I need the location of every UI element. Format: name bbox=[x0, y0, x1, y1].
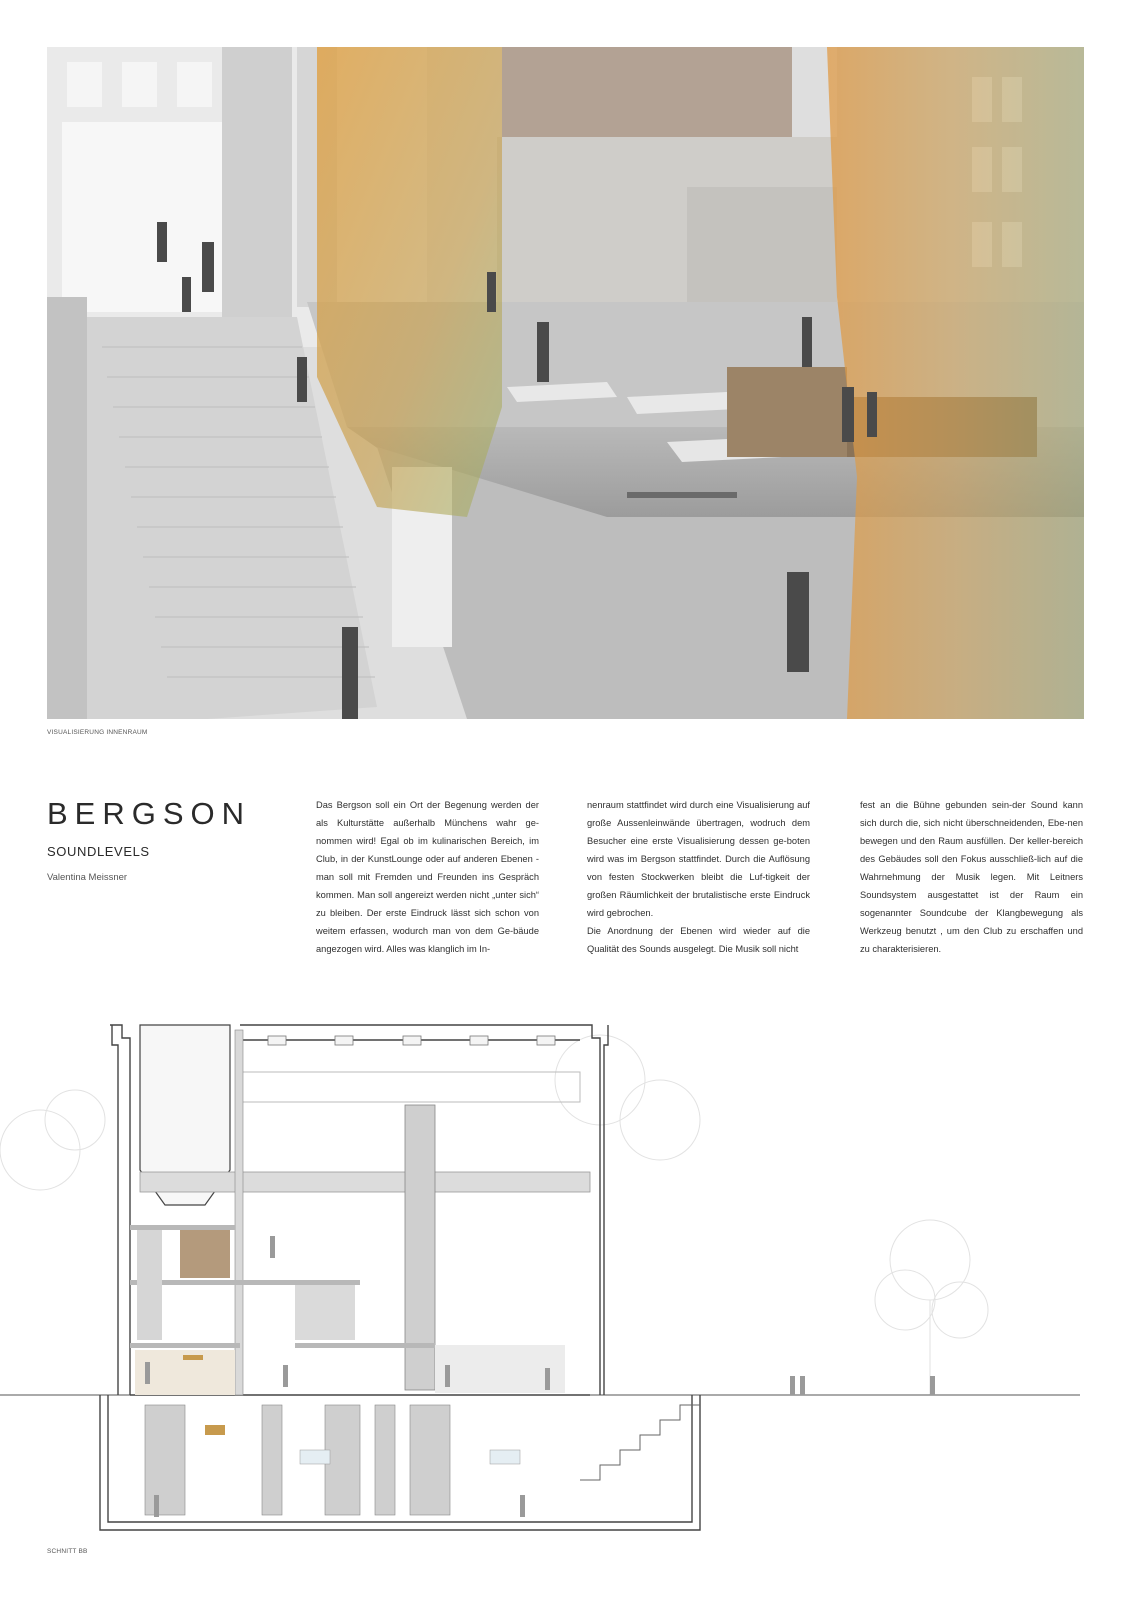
text-column-1 bbox=[316, 796, 539, 958]
paragraph: fest an die Bühne gebunden sein-der Sound kann sich durch die, sich nicht überschneidenden, Ebe-nen bewegen und den Raum ausfüllen. Der keller-bereich des Gebäudes soll den Fokus ausschließ-lich auf die Wahrnehmung der Musik legen. Mit Leitners Soundsystem ausgestattet ist der Raum ein sogenannter Soundcube der Klangbewegung als Werkzeug benutzt , um den Club zu erschaffen und zu charakterisieren. bbox=[860, 800, 1083, 954]
project-subtitle: SOUNDLEVELS bbox=[47, 844, 150, 859]
paragraph: Das Bergson soll ein Ort der Begenung werden der als Kulturstätte außerhalb Münchens wahr ge-nommen wird! Egal ob im kulinarischen Bereich, im Club, in der KunstLounge oder auf anderen Ebenen - man soll mit Fremden und Freunden ins Gespräch kommen. Man soll angereizt werden nicht „unter sich“ zu bleiben. Der erste Eindruck lässt sich schon von weitem erfassen, wodurch man von dem Ge-bäude angezogen wird. Alles was klanglich im In- bbox=[316, 800, 539, 954]
render-caption: VISUALISIERUNG INNENRAUM bbox=[47, 729, 148, 736]
text-column-3 bbox=[860, 796, 1083, 958]
section-caption: SCHNITT BB bbox=[47, 1548, 88, 1555]
interior-visualization-image bbox=[47, 47, 1084, 719]
paragraph: Die Anordnung der Ebenen wird wieder auf die Qualität des Sounds ausgelegt. Die Musik soll nicht bbox=[587, 926, 810, 954]
author-name: Valentina Meissner bbox=[47, 872, 128, 883]
section-drawing bbox=[0, 1010, 1130, 1540]
section-bb-illustration bbox=[0, 1010, 1130, 1540]
project-title: BERGSON bbox=[47, 796, 252, 831]
interior-render-illustration bbox=[47, 47, 1084, 719]
text-column-2 bbox=[587, 796, 810, 958]
paragraph: nenraum stattfindet wird durch eine Visualisierung auf große Aussenleinwände übertragen, wodruch dem Besucher eine erste Visualisierung dessen ge-boten wird was im Bergson stattfindet. Durch die Auflösung von festen Stockwerken bleibt die Luf-tigkeit der großen Räumlichkeit der brutalistische erste Eindruck wird gebrochen. bbox=[587, 800, 810, 918]
